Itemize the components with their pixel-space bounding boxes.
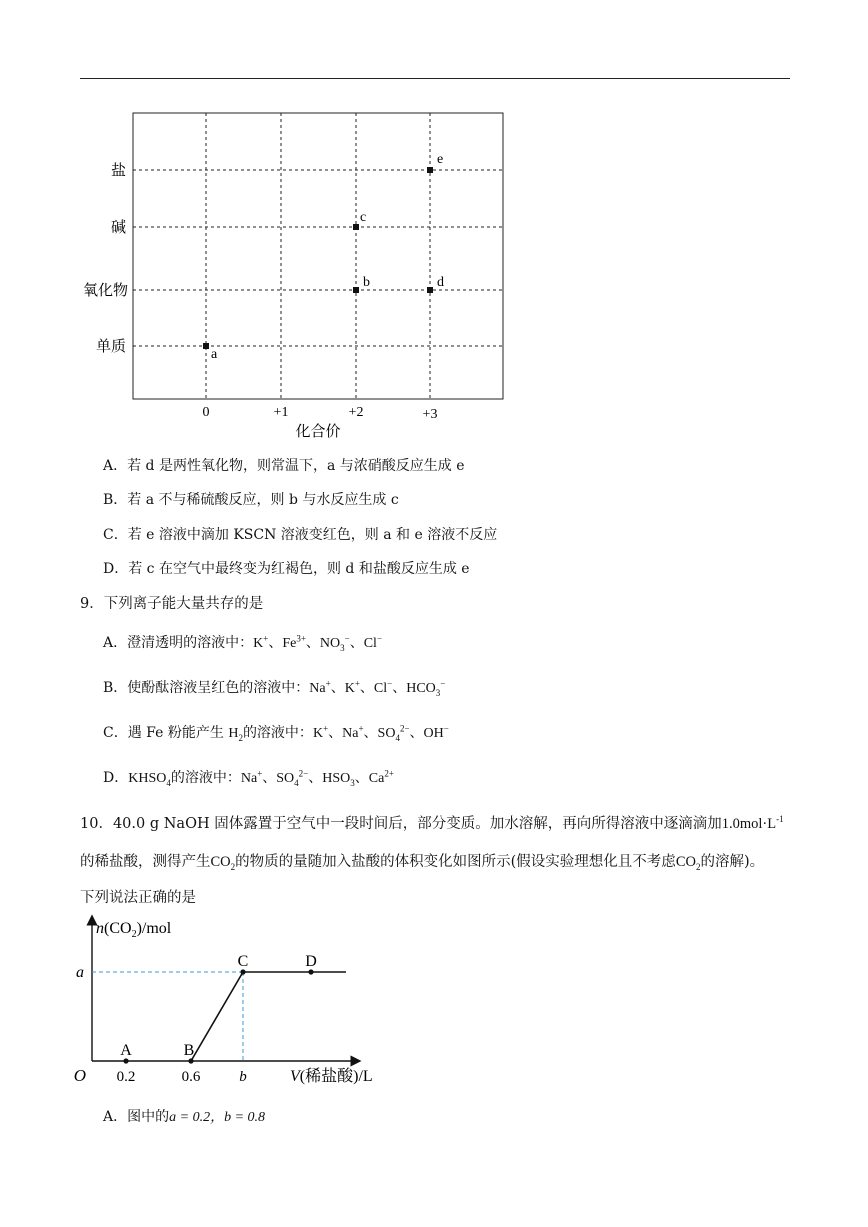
- q8-option-b: B．若 a 不与稀硫酸反应，则 b 与水反应生成 c: [103, 492, 399, 508]
- q9-option-b: B．使酚酞溶液呈红色的溶液中：Na+、K+、Cl−、$HCO_3^-$: [103, 678, 446, 698]
- y-tick-a: a: [76, 964, 84, 981]
- series-line: [191, 972, 346, 1061]
- point-B: [188, 1058, 193, 1063]
- y-cat-base: 碱: [110, 218, 126, 236]
- q9-option-d: D．$KHSO_4$的溶液中：Na+、$SO_4^{2-}$、$HSO_3$、$Ca^{2+}$: [103, 768, 394, 788]
- x-tick-0: 0: [202, 405, 210, 420]
- x-tick-0-2: 0.2: [116, 1069, 136, 1085]
- x-tick-b: b: [239, 1069, 247, 1085]
- x-tick-1: +1: [273, 405, 289, 420]
- point-label-D: D: [305, 953, 317, 970]
- point-a: [203, 343, 209, 349]
- point-C: [240, 969, 245, 974]
- point-D: [308, 969, 313, 974]
- y-cat-element: 单质: [95, 337, 126, 355]
- point-d: [427, 287, 433, 293]
- y-axis-label: $n(CO_2)$/mol: [96, 920, 172, 940]
- point-label-e: e: [437, 152, 444, 167]
- x-tick-3: +3: [422, 407, 438, 422]
- y-cat-oxide: 氧化物: [82, 281, 128, 299]
- q8-option-d: D．若 c 在空气中最终变为红褐色，则 d 和盐酸反应生成 e: [103, 561, 470, 577]
- origin-label: O: [73, 1066, 86, 1085]
- point-label-b: b: [363, 275, 370, 290]
- q8-option-c: C．若 e 溶液中滴加 KSCN 溶液变红色，则 a 和 e 溶液不反应: [103, 527, 498, 543]
- point-label-d: d: [437, 275, 444, 290]
- y-cat-salt: 盐: [110, 161, 126, 179]
- q9-stem: 9．下列离子能大量共存的是: [80, 596, 264, 612]
- point-label-C: C: [237, 953, 249, 970]
- point-c: [353, 224, 359, 230]
- point-label-A: A: [120, 1042, 132, 1059]
- x-tick-2: +2: [348, 405, 364, 420]
- q10-line-1: 10．40.0 g NaOH 固体露置于空气中一段时间后，部分变质。加水溶解，再向所得溶液中逐滴滴加$1.0mol\cdot L^{-1}$: [80, 814, 784, 832]
- x-axis-label: V(稀盐酸)/L: [290, 1068, 373, 1085]
- q10-line-3: 下列说法正确的是: [80, 890, 196, 906]
- q9-option-c: C．遇 Fe 粉能产生 $H_2$的溶液中：K+、Na+、$SO_4^{2-}$、OH−: [103, 723, 449, 743]
- q10-option-a: A．图中的a = 0.2，b = 0.8: [103, 1109, 266, 1125]
- x-tick-0-6: 0.6: [181, 1069, 201, 1085]
- point-label-B: B: [183, 1042, 195, 1059]
- point-b: [353, 287, 359, 293]
- point-A: [123, 1058, 128, 1063]
- q8-option-a: A．若 d 是两性氧化物，则常温下，a 与浓硝酸反应生成 e: [103, 458, 465, 474]
- x-axis-label: 化合价: [295, 422, 341, 440]
- point-e: [427, 167, 433, 173]
- point-label-c: c: [360, 210, 367, 225]
- q9-option-a: A．澄清透明的溶液中：K+、$Fe^{3+}$、$NO_3^-$、Cl−: [103, 633, 383, 653]
- q10-line-2: 的稀盐酸，测得产生$CO_2$的物质的量随加入盐酸的体积变化如图所示(假设实验理想化且不考虑$CO_2$的溶解)。: [80, 854, 765, 872]
- co2-volume-chart: [0, 900, 868, 1100]
- point-label-a: a: [211, 347, 218, 362]
- valence-category-chart: [0, 0, 868, 450]
